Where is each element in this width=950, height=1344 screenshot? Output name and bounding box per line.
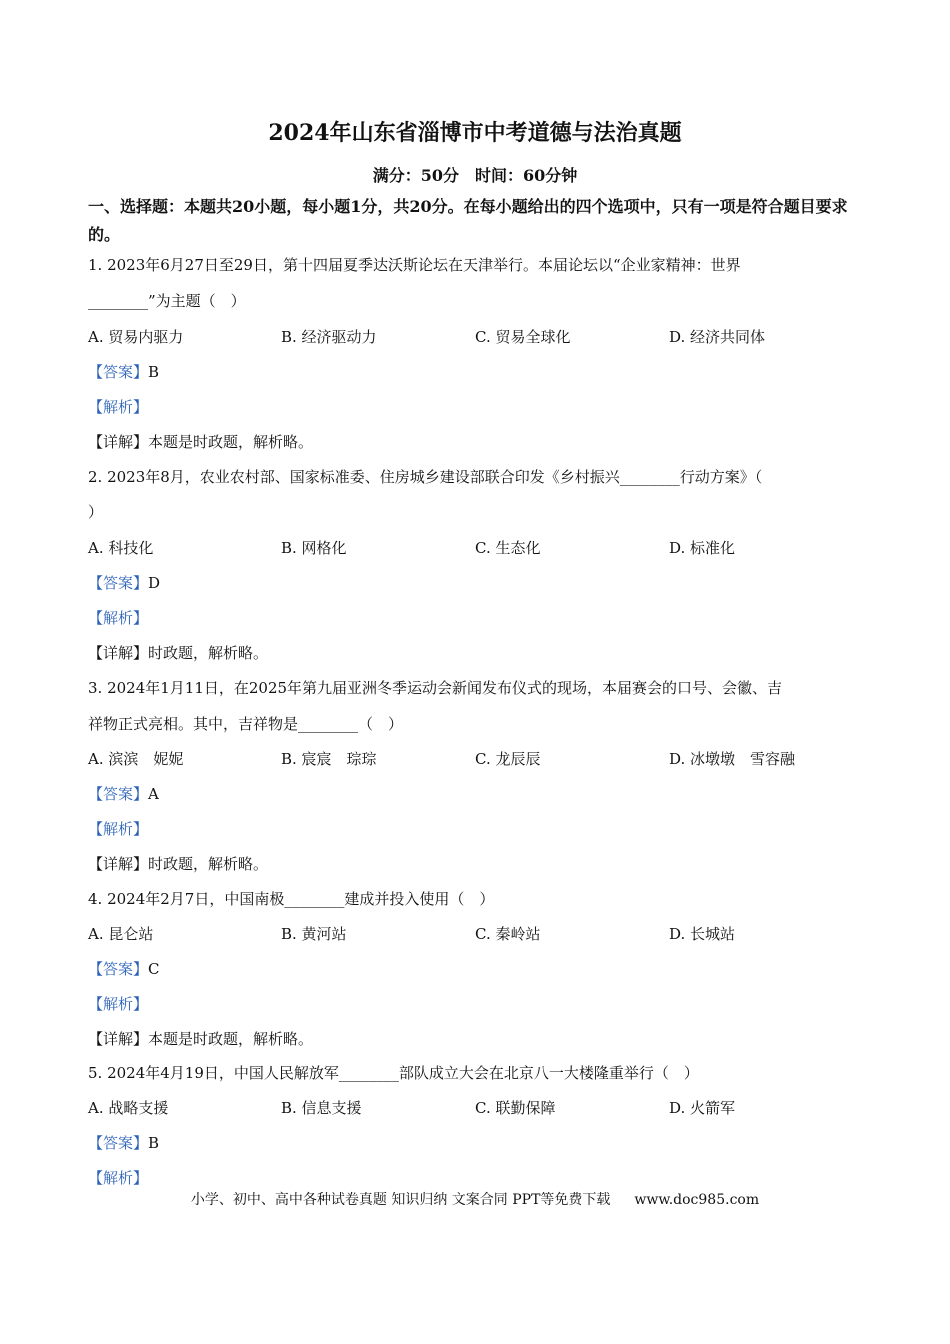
question-4-answer xyxy=(88,959,160,979)
question-1-answer xyxy=(88,362,159,382)
footer-text: 小学、初中、高中各种试卷真题 知识归纳 文案合同 PPT等免费下载 xyxy=(190,1192,611,1208)
question-4-analysis xyxy=(88,994,148,1014)
detail-text: 时政题，解析略。 xyxy=(148,644,269,662)
analysis-label: 【解析】 xyxy=(88,1169,149,1187)
question-5-answer xyxy=(88,1133,159,1153)
option-d: D. 长城站 xyxy=(669,925,736,943)
question-2-options xyxy=(88,538,872,558)
option-a: A. 战略支援 xyxy=(88,1099,169,1117)
detail-label: 【详解】 xyxy=(88,644,149,662)
question-2-detail xyxy=(88,643,268,663)
question-2-text-line1: 2. 2023年8月，农业农村部、国家标准委、住房城乡建设部联合印发《乡村振兴________行动方案》（ xyxy=(88,468,763,486)
answer-value: B xyxy=(148,1134,160,1152)
page-footer xyxy=(0,1190,950,1210)
answer-label: 【答案】 xyxy=(88,785,149,803)
question-5-analysis xyxy=(88,1168,148,1188)
question-4-text-line1: 4. 2024年2月7日，中国南极________建成并投入使用（ ） xyxy=(88,890,495,908)
detail-text: 本题是时政题，解析略。 xyxy=(148,1030,314,1048)
option-c: C. 秦岭站 xyxy=(475,925,541,943)
option-c: C. 贸易全球化 xyxy=(475,328,571,346)
question-3-options xyxy=(88,749,872,769)
question-3-detail xyxy=(88,854,268,874)
detail-label: 【详解】 xyxy=(88,1030,149,1048)
option-c: C. 生态化 xyxy=(475,539,541,557)
question-1-options xyxy=(88,327,872,347)
option-d: D. 冰墩墩 雪容融 xyxy=(669,750,796,768)
option-a: A. 滨滨 妮妮 xyxy=(88,750,184,768)
question-1-text-line1: 1. 2023年6月27日至29日，第十四届夏季达沃斯论坛在天津举行。本届论坛以“企业家精神：世界 xyxy=(88,256,741,274)
answer-label: 【答案】 xyxy=(88,363,149,381)
option-d: D. 经济共同体 xyxy=(669,328,766,346)
page-title: 2024年山东省淄博市中考道德与法治真题 xyxy=(268,120,682,146)
question-3-text-line2: 祥物正式亮相。其中，吉祥物是________（ ） xyxy=(88,715,404,733)
answer-value: A xyxy=(148,785,159,803)
answer-label: 【答案】 xyxy=(88,574,149,592)
exam-info: 满分：50分 时间：60分钟 xyxy=(372,166,578,185)
option-b: B. 信息支援 xyxy=(281,1099,362,1117)
question-4-options xyxy=(88,924,872,944)
question-5-text-line1: 5. 2024年4月19日，中国人民解放军________部队成立大会在北京八一大楼隆重举行（ ） xyxy=(88,1064,699,1082)
footer-url[interactable]: www.doc985.com xyxy=(634,1192,760,1208)
option-b: B. 宸宸 琮琮 xyxy=(281,750,377,768)
detail-label: 【详解】 xyxy=(88,433,149,451)
question-2-analysis xyxy=(88,608,148,628)
analysis-label: 【解析】 xyxy=(88,820,149,838)
detail-label: 【详解】 xyxy=(88,855,149,873)
question-3-analysis xyxy=(88,819,148,839)
option-d: D. 火箭军 xyxy=(669,1099,736,1117)
question-1-text-line2: ________”为主题（ ） xyxy=(88,292,246,310)
detail-text: 本题是时政题，解析略。 xyxy=(148,433,314,451)
answer-value: B xyxy=(148,363,160,381)
analysis-label: 【解析】 xyxy=(88,398,149,416)
question-1-detail xyxy=(88,432,313,452)
option-c: C. 联勤保障 xyxy=(475,1099,556,1117)
option-a: A. 科技化 xyxy=(88,539,154,557)
option-a: A. 贸易内驱力 xyxy=(88,328,184,346)
option-b: B. 黄河站 xyxy=(281,925,347,943)
analysis-label: 【解析】 xyxy=(88,995,149,1013)
answer-value: D xyxy=(148,574,161,592)
option-b: B. 网格化 xyxy=(281,539,347,557)
question-2-answer xyxy=(88,573,160,593)
analysis-label: 【解析】 xyxy=(88,609,149,627)
option-c: C. 龙辰辰 xyxy=(475,750,541,768)
option-b: B. 经济驱动力 xyxy=(281,328,377,346)
question-4-detail xyxy=(88,1029,313,1049)
answer-label: 【答案】 xyxy=(88,1134,149,1152)
answer-value: C xyxy=(148,960,160,978)
detail-text: 时政题，解析略。 xyxy=(148,855,269,873)
question-5-options xyxy=(88,1098,872,1118)
question-1-analysis xyxy=(88,397,148,417)
question-3-answer xyxy=(88,784,159,804)
answer-label: 【答案】 xyxy=(88,960,149,978)
question-3-text-line1: 3. 2024年1月11日，在2025年第九届亚洲冬季运动会新闻发布仪式的现场，本届赛会的口号、会徽、吉 xyxy=(88,679,783,697)
section-heading: 一、选择题：本题共20小题，每小题1分，共20分。在每小题给出的四个选项中，只有一项是符合题目要求的。 xyxy=(88,197,848,244)
question-2-text-line2: ） xyxy=(88,503,104,521)
option-d: D. 标准化 xyxy=(669,539,736,557)
option-a: A. 昆仑站 xyxy=(88,925,154,943)
